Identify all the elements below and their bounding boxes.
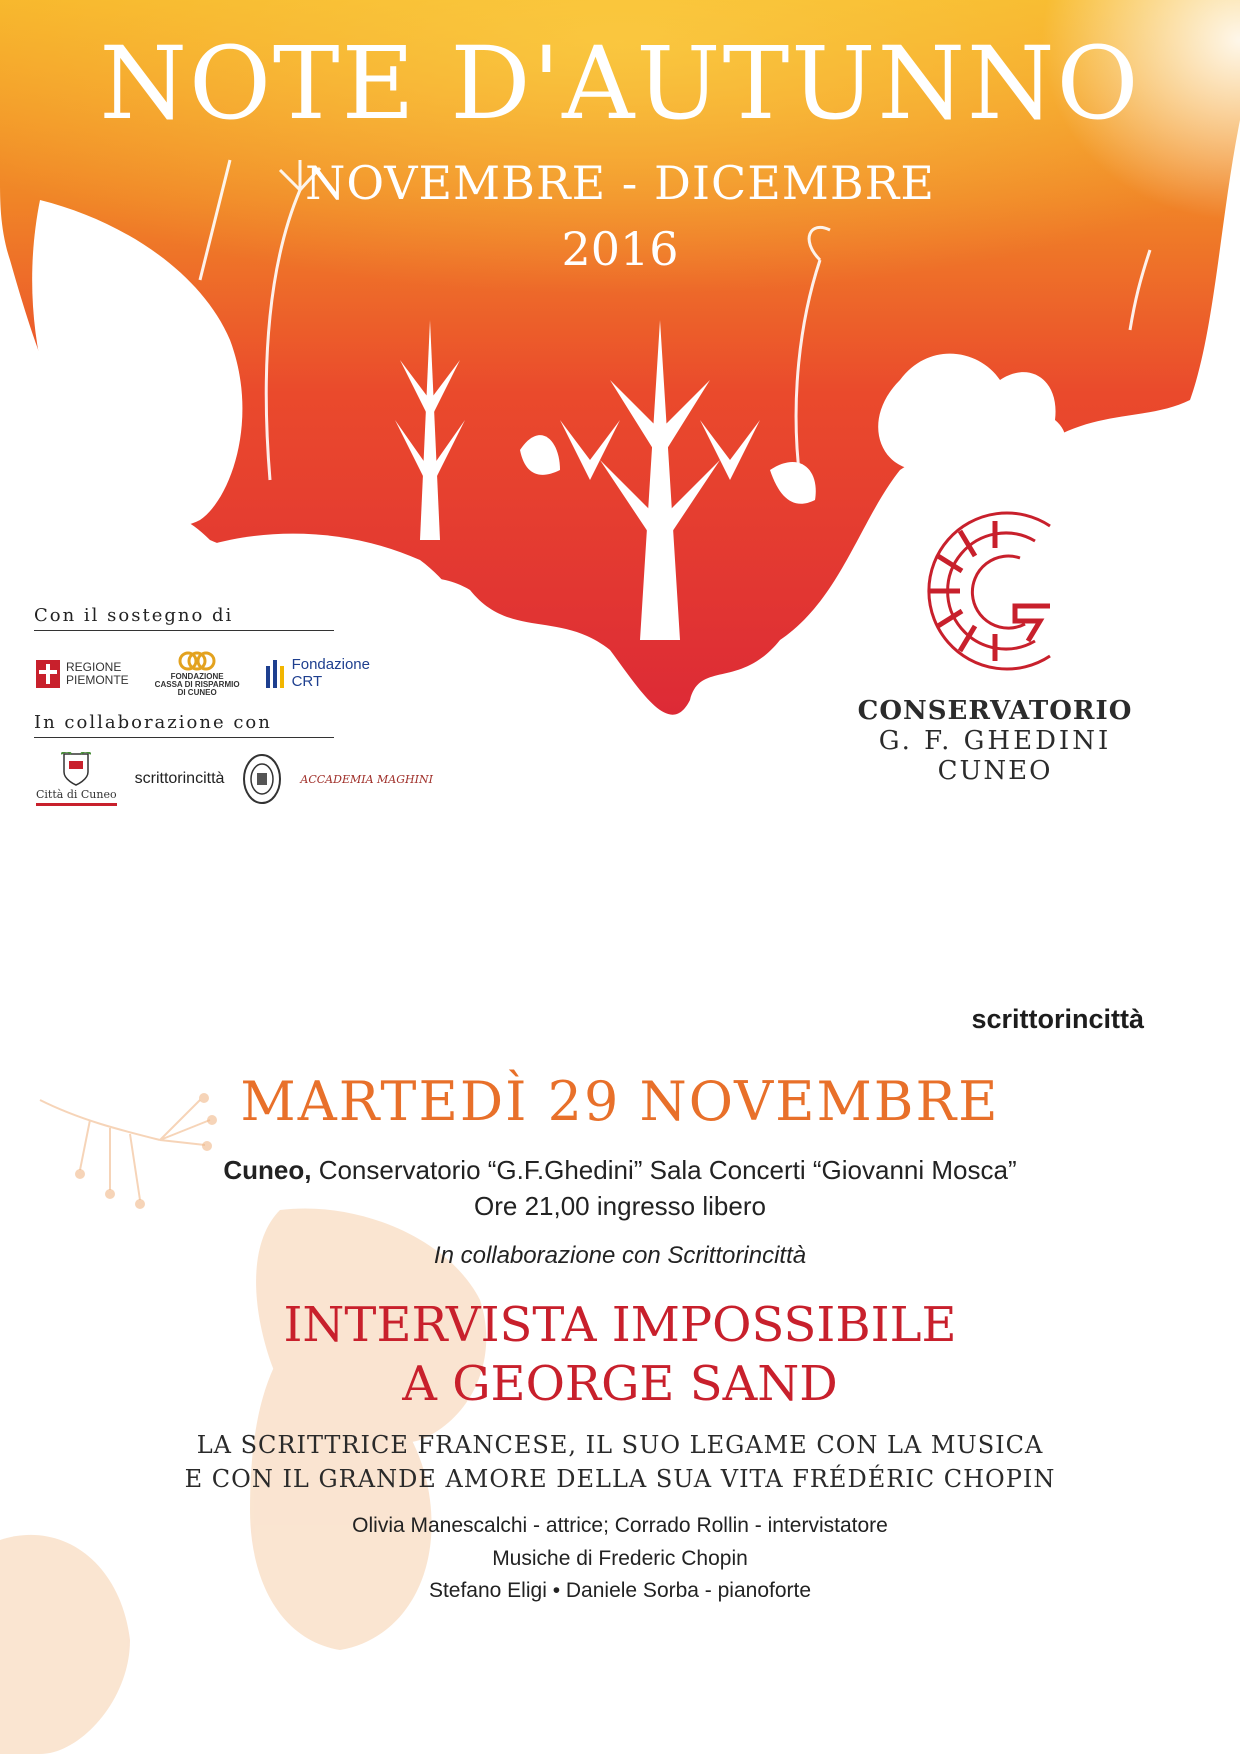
music-credit: Musiche di Frederic Chopin: [492, 1546, 748, 1570]
collab-logos: [36, 752, 433, 806]
seal-emblem-icon: [242, 753, 282, 805]
partner-tag: scrittorincittà: [971, 1004, 1144, 1034]
crc-monogram-icon: [177, 650, 217, 672]
show-credits: [0, 1510, 1240, 1608]
event-venue: [0, 1152, 1240, 1225]
support-logos: [36, 650, 370, 697]
divider: [34, 630, 334, 631]
accademia-maghini-logo: ACCADEMIA MAGHINI: [300, 772, 433, 786]
scrittorincitta-logo: scrittorincittà: [134, 770, 225, 787]
pianists-credit: Stefano Eligi • Daniele Sorba - pianoforte: [428, 1579, 812, 1603]
citta-di-cuneo-logo: Città di Cuneo: [36, 752, 117, 806]
show-title: INTERVISTA IMPOSSIBILE A GEORGE SAND: [283, 1297, 957, 1412]
conservatory-line-3: CUNEO: [937, 756, 1053, 786]
event-time: Ore 21,00 ingresso libero: [474, 1191, 766, 1222]
conservatory-line-2: G. F. GHEDINI: [878, 726, 1112, 756]
support-heading: Con il sostegno di: [34, 605, 234, 626]
fondazione-crc-logo: FONDAZIONE CASSA DI RISPARMIO DI CUNEO: [155, 650, 240, 697]
show-subtitle: LA SCRITTRICE FRANCESE, IL SUO LEGAME CON LA MUSICA E CON IL GRANDE AMORE DELLA SUA VITA FRÉDÉRIC CHOPIN: [184, 1431, 1056, 1494]
event-collab-note: In collaborazione con Scrittorincittà: [433, 1242, 807, 1269]
crt-mark-icon: [266, 660, 286, 688]
city-crest-icon: [61, 752, 91, 786]
event-location: Conservatorio “G.F.Ghedini” Sala Concerti “Giovanni Mosca”: [311, 1155, 1017, 1185]
fondazione-crt-logo: Fondazione CRT: [266, 657, 370, 690]
cast-credit: Olivia Manescalchi - attrice; Corrado Rollin - intervistatore: [352, 1514, 888, 1537]
festival-year: 2016: [561, 222, 679, 276]
event-city: Cuneo,: [223, 1155, 312, 1185]
conservatory-logo-icon: [900, 496, 1070, 686]
piemonte-shield-icon: [36, 660, 60, 688]
conservatory-line-1: CONSERVATORIO: [857, 696, 1133, 726]
regione-piemonte-logo: REGIONE PIEMONTE: [36, 660, 129, 688]
conservatory-name: [830, 696, 1160, 786]
festival-months: NOVEMBRE - DICEMBRE: [305, 156, 935, 210]
festival-title: NOTE D'AUTUNNO: [99, 25, 1141, 142]
divider: [34, 737, 334, 738]
collab-heading: In collaborazione con: [34, 712, 272, 733]
event-date: MARTEDÌ 29 NOVEMBRE: [240, 1070, 1000, 1133]
